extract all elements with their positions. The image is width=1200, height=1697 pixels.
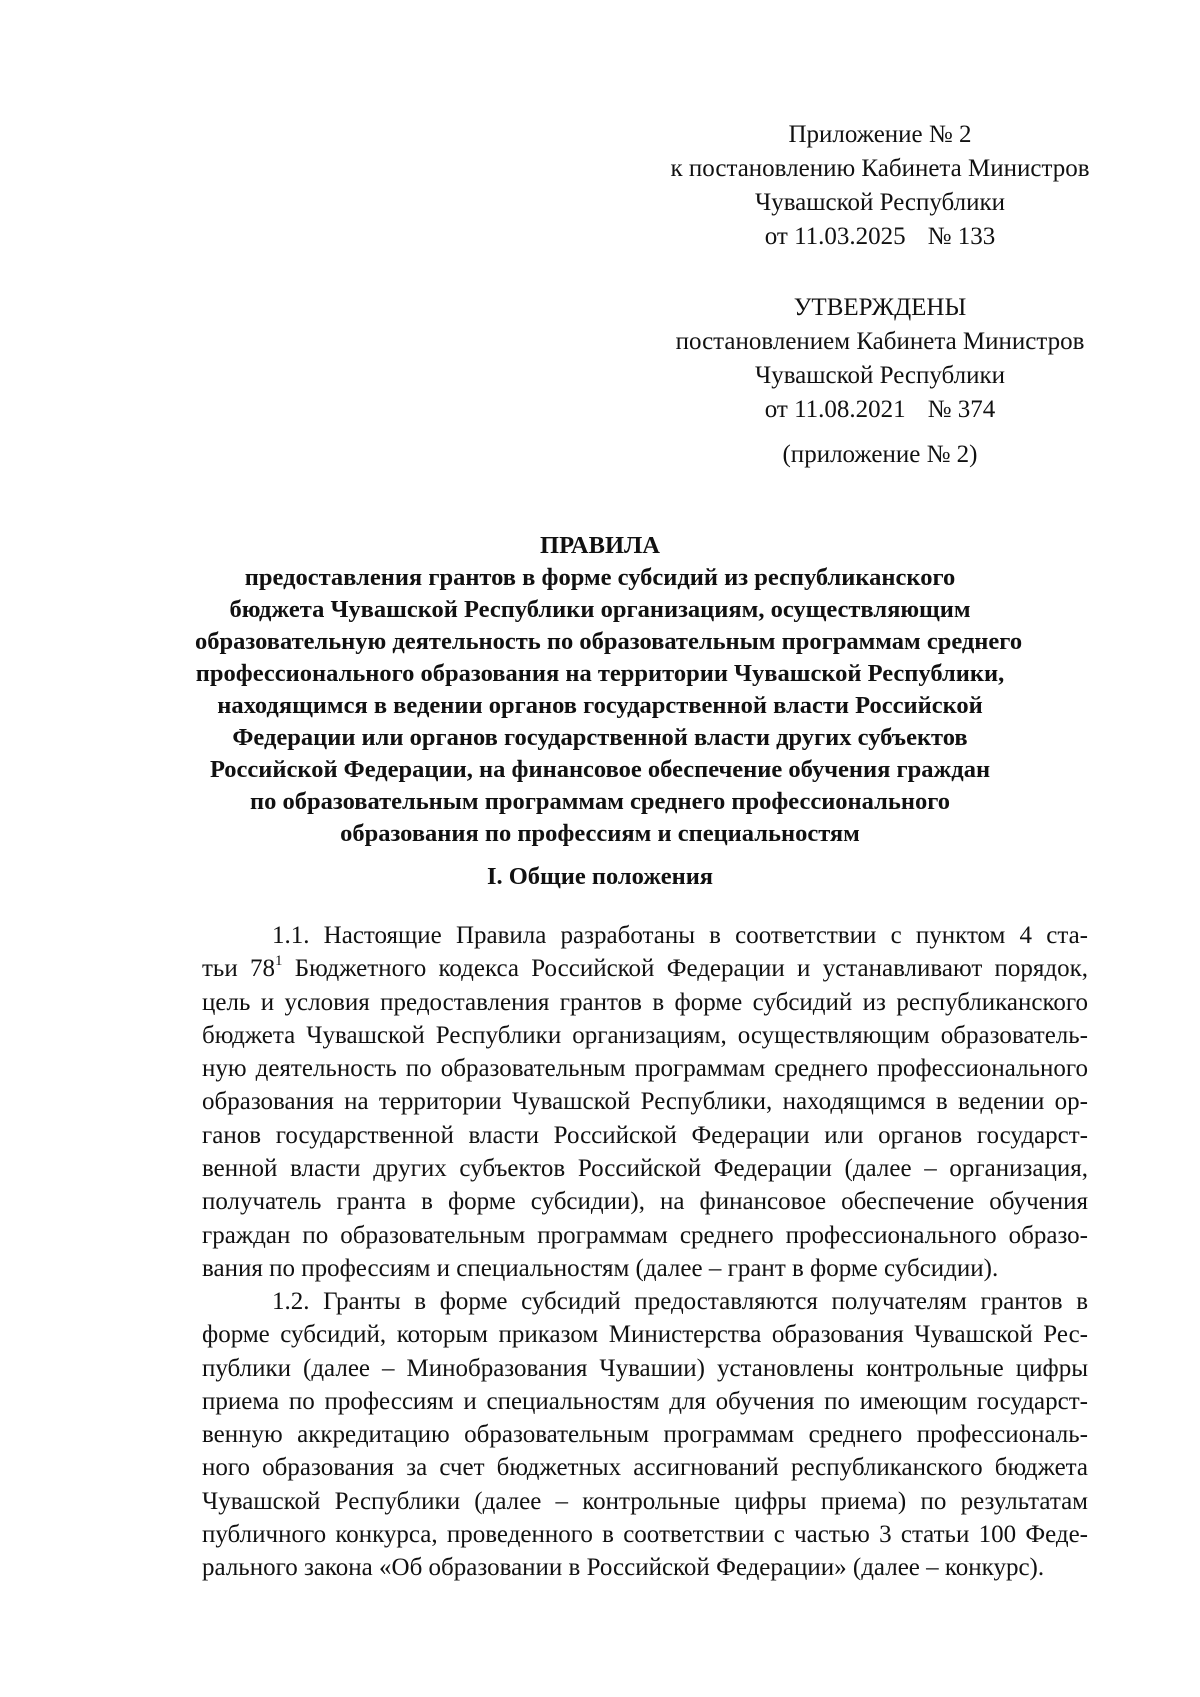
text-line: граждан по образовательным программам среднего профессионального образо-: [202, 1221, 1088, 1249]
title-line: предоставления грантов в форме субсидий из республиканского: [244, 564, 956, 591]
appendix-number: № 133: [927, 223, 996, 250]
text-fragment: Бюджетного кодекса Российской Федерации и устанавливают порядок,: [282, 955, 1088, 983]
approved-block: [640, 291, 1120, 427]
approved-number: № 374: [927, 396, 996, 423]
text-line: получатель гранта в форме субсидии), на финансовое обеспечение обучения: [202, 1188, 1088, 1216]
paragraph-1-1: [202, 919, 1088, 1285]
text-line: 1.1. Настоящие Правила разработаны в соответствии с пунктом 4 ста-: [272, 922, 1088, 949]
text-line: публики (далее – Минобразования Чувашии) установлены контрольные цифры: [202, 1354, 1088, 1382]
text-line: цель и условия предоставления грантов в форме субсидий из республиканского: [202, 988, 1088, 1016]
text-line: форме субсидий, которым приказом Министерства образования Чувашской Рес-: [202, 1321, 1088, 1349]
text-line: ганов государственной власти Российской Федерации или органов государст-: [202, 1121, 1088, 1149]
text-line: приема по профессиям и специальностям для обучения по имеющим государст-: [202, 1387, 1088, 1415]
appendix-date: от 11.03.2025: [764, 223, 906, 250]
title-line: Федерации или органов государственной власти других субъектов: [232, 724, 968, 751]
text-line: образования на территории Чувашской Республики, находящимся в ведении ор-: [202, 1088, 1088, 1116]
text-line: ную деятельность по образовательным программам среднего профессионального: [202, 1055, 1088, 1083]
approved-line-2: постановлением Кабинета Министров: [675, 328, 1085, 355]
approved-date: от 11.08.2021: [764, 396, 906, 423]
section-heading-general: I. Общие положения: [486, 863, 714, 890]
title-line: профессионального образования на территории Чувашской Республики,: [195, 660, 1005, 687]
approved-note: (приложение № 2): [782, 441, 978, 468]
appendix-line-2: к постановлению Кабинета Министров: [670, 155, 1090, 182]
title-line: по образовательным программам среднего профессионального: [250, 788, 950, 815]
appendix-line-1: Приложение № 2: [788, 121, 972, 148]
approved-line-3: Чувашской Республики: [754, 362, 1006, 389]
paragraph-1-2: [202, 1285, 1088, 1585]
text-fragment: тьи 78: [202, 955, 275, 983]
title-line: образовательную деятельность по образовательным программам среднего: [195, 628, 1023, 655]
approved-line-1: УТВЕРЖДЕНЫ: [793, 294, 967, 321]
text-line: ного образования за счет бюджетных ассигнований республиканского бюджета: [202, 1454, 1088, 1482]
superscript: 1: [274, 952, 283, 969]
text-line: рального закона «Об образовании в Российской Федерации» (далее – конкурс).: [202, 1554, 1045, 1582]
title-heading: ПРАВИЛА: [540, 532, 660, 559]
text-line: вания по профессиям и специальностям (далее – грант в форме субсидии).: [202, 1254, 999, 1282]
appendix-block: [640, 118, 1120, 254]
title-line: Российской Федерации, на финансовое обеспечение обучения граждан: [209, 756, 991, 783]
appendix-line-3: Чувашской Республики: [754, 189, 1006, 216]
text-line: венной власти других субъектов Российской Федерации (далее – организация,: [202, 1155, 1088, 1183]
title-line: находящимся в ведении органов государственной власти Российской: [217, 692, 983, 719]
approved-note-block: [640, 438, 1120, 472]
document-title: [195, 530, 1023, 850]
appendix-date-line: [640, 220, 1120, 254]
text-line: публичного конкурса, проведенного в соответствии с частью 3 статьи 100 Феде-: [202, 1521, 1088, 1549]
text-line: бюджета Чувашской Республики организациям, осуществляющим образователь-: [202, 1021, 1088, 1049]
title-line: бюджета Чувашской Республики организациям, осуществляющим: [229, 596, 971, 623]
text-line: венную аккредитацию образовательным программам среднего профессиональ-: [202, 1421, 1088, 1449]
title-line: образования по профессиям и специальностям: [340, 820, 860, 847]
text-line: Чувашской Республики (далее – контрольные цифры приема) по результатам: [202, 1487, 1088, 1515]
text-line: 1.2. Гранты в форме субсидий предоставляются получателям грантов в: [272, 1288, 1088, 1315]
approved-date-line: [640, 393, 1120, 427]
text-line: [202, 952, 1088, 985]
